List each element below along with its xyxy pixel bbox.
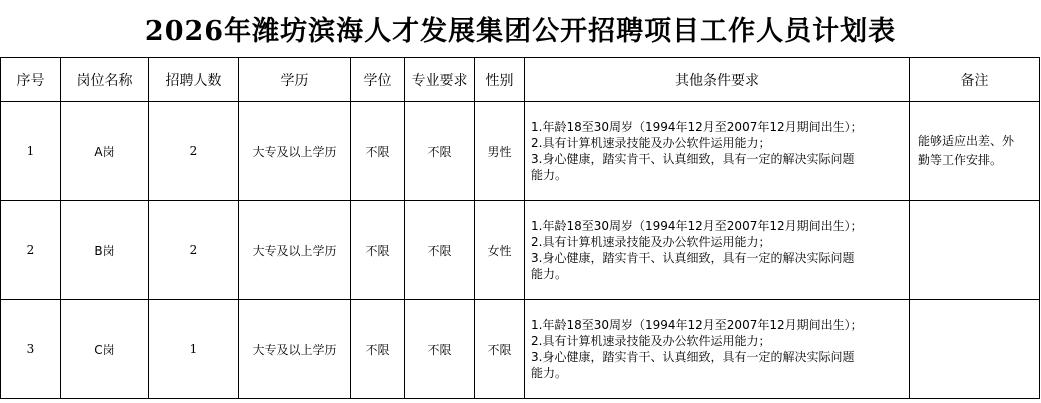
cell-seq: 2 [1, 201, 61, 300]
cell-note [910, 300, 1040, 399]
cell-major: 不限 [405, 201, 475, 300]
cell-position: C岗 [61, 300, 149, 399]
header-education: 学历 [239, 58, 351, 102]
cell-conditions [525, 102, 910, 201]
table-row [1, 201, 1040, 300]
note-line: 能够适应出差、外 [918, 134, 1015, 148]
page-title: 2026年潍坊滨海人才发展集团公开招聘项目工作人员计划表 [144, 16, 897, 47]
cell-position: B岗 [61, 201, 149, 300]
recruitment-plan-table [0, 57, 1040, 399]
cell-degree: 不限 [351, 102, 405, 201]
cell-education: 大专及以上学历 [239, 300, 351, 399]
condition-line: 3.身心健康，踏实肯干、认真细致，具有一定的解决实际问题 [531, 152, 855, 166]
cell-note [910, 102, 1040, 201]
cell-education: 大专及以上学历 [239, 201, 351, 300]
cell-major: 不限 [405, 300, 475, 399]
cell-gender: 女性 [475, 201, 525, 300]
condition-line: 2.具有计算机速录技能及办公软件运用能力； [531, 334, 771, 348]
condition-line: 2.具有计算机速录技能及办公软件运用能力； [531, 136, 771, 150]
cell-note [910, 201, 1040, 300]
table-row [1, 300, 1040, 399]
cell-count: 1 [149, 300, 239, 399]
condition-line: 能力。 [531, 168, 568, 182]
condition-line: 1.年龄18至30周岁（1994年12月至2007年12月期间出生）； [531, 120, 863, 134]
cell-conditions [525, 300, 910, 399]
cell-conditions [525, 201, 910, 300]
cell-degree: 不限 [351, 300, 405, 399]
condition-line: 1.年龄18至30周岁（1994年12月至2007年12月期间出生）； [531, 219, 863, 233]
header-seq: 序号 [1, 58, 61, 102]
cell-seq: 3 [1, 300, 61, 399]
header-count: 招聘人数 [149, 58, 239, 102]
condition-line: 3.身心健康，踏实肯干、认真细致，具有一定的解决实际问题 [531, 350, 855, 364]
cell-major: 不限 [405, 102, 475, 201]
condition-line: 1.年龄18至30周岁（1994年12月至2007年12月期间出生）； [531, 318, 863, 332]
header-gender: 性别 [475, 58, 525, 102]
cell-count: 2 [149, 201, 239, 300]
cell-education: 大专及以上学历 [239, 102, 351, 201]
condition-line: 3.身心健康，踏实肯干、认真细致，具有一定的解决实际问题 [531, 251, 855, 265]
cell-gender: 不限 [475, 300, 525, 399]
cell-count: 2 [149, 102, 239, 201]
cell-position: A岗 [61, 102, 149, 201]
note-line: 勤等工作安排。 [918, 153, 1003, 167]
header-row [1, 58, 1040, 102]
header-major: 专业要求 [405, 58, 475, 102]
cell-gender: 男性 [475, 102, 525, 201]
condition-line: 能力。 [531, 267, 568, 281]
table-row [1, 102, 1040, 201]
condition-line: 2.具有计算机速录技能及办公软件运用能力； [531, 235, 771, 249]
header-degree: 学位 [351, 58, 405, 102]
cell-seq: 1 [1, 102, 61, 201]
header-conditions: 其他条件要求 [525, 58, 910, 102]
cell-degree: 不限 [351, 201, 405, 300]
header-position: 岗位名称 [61, 58, 149, 102]
header-note: 备注 [910, 58, 1040, 102]
condition-line: 能力。 [531, 366, 568, 380]
